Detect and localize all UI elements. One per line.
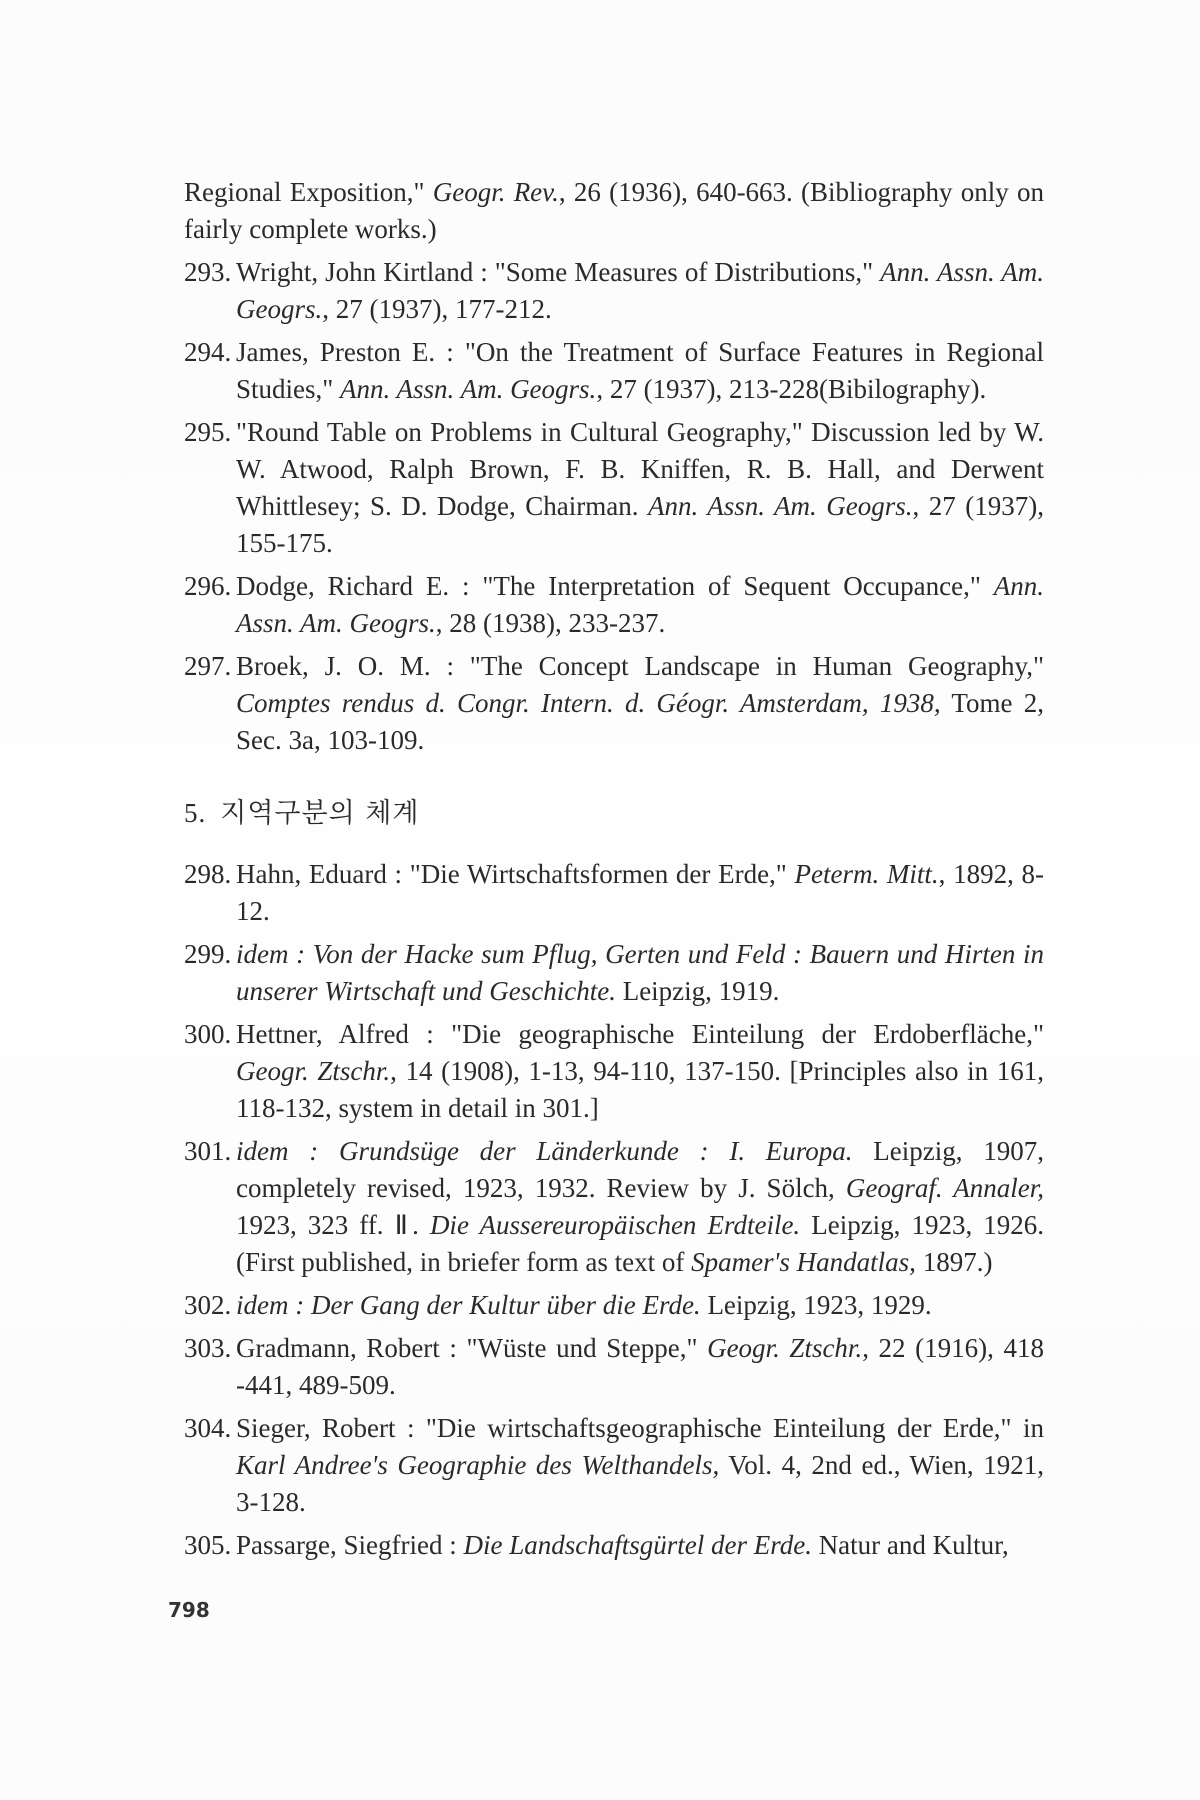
reference-number: 293. <box>184 257 232 287</box>
reference-number: 295. <box>184 417 232 447</box>
italic-title: Die Landschaftsgürtel der Erde. <box>463 1530 812 1560</box>
reference-text <box>236 648 1044 759</box>
reference-text <box>236 1133 1044 1281</box>
italic-title: Comptes rendus d. Congr. Intern. d. Géogr. Amsterdam, 1938, <box>236 688 941 718</box>
italic-title: Ann. Assn. Am. Geogrs. <box>647 491 913 521</box>
entry-text: , 27 (1937), 155-175. <box>236 491 1045 558</box>
reference-text <box>236 334 1044 408</box>
reference-number: 294. <box>184 337 232 367</box>
reference-text <box>236 1330 1044 1404</box>
reference-entry <box>184 648 1044 759</box>
entry-text: Leipzig, 1923, 1926. (First published, in briefer form as text of <box>236 1210 1044 1277</box>
reference-list <box>184 856 1044 1564</box>
italic-title: Geogr. Ztschr. <box>707 1333 863 1363</box>
page-number: 798 <box>168 1598 210 1622</box>
entry-text: , 1892, 8-12. <box>236 859 1044 926</box>
italic-title: Ann. Assn. Am. Geogrs. <box>340 374 597 404</box>
italic-title: idem : Der Gang der Kultur über die Erde. <box>236 1290 701 1320</box>
italic-title: idem : Grundsüge der Länderkunde : I. Europa. <box>236 1136 853 1166</box>
reference-number: 299. <box>184 939 232 969</box>
reference-number: 298. <box>184 859 232 889</box>
section-number: 5. <box>184 798 207 828</box>
entry-text: Gradmann, Robert : "Wüste und Steppe," <box>236 1333 708 1363</box>
reference-text <box>236 1016 1044 1127</box>
reference-text <box>236 1410 1044 1521</box>
entry-text: , 26 (1936), 640-663. (Bibliography only on fairly complete works.) <box>184 177 1044 244</box>
entry-text: Sieger, Robert : "Die wirtschaftsgeographische Einteilung der Erde," in <box>236 1413 1044 1443</box>
reference-number: 296. <box>184 571 232 601</box>
entry-text: Hettner, Alfred : "Die geographische Einteilung der Erdoberfläche," <box>236 1019 1044 1049</box>
italic-title: Ann. Assn. Am. Geogrs. <box>236 571 1044 638</box>
reference-number: 304. <box>184 1413 232 1443</box>
italic-title: Ann. Assn. Am. Geogrs. <box>236 257 1045 324</box>
entry-text: Regional Exposition," <box>184 177 433 207</box>
reference-number: 301. <box>184 1136 232 1166</box>
italic-title: Die Aussereuropäischen Erdteile. <box>429 1210 801 1240</box>
italic-title: Spamer's Handatlas, <box>691 1247 916 1277</box>
section-heading <box>184 795 1044 832</box>
reference-entry <box>184 1410 1044 1521</box>
reference-number: 300. <box>184 1019 232 1049</box>
entry-text: Dodge, Richard E. : "The Interpretation of Sequent Occupance," <box>236 571 994 601</box>
entry-text: Hahn, Eduard : "Die Wirtschaftsformen der Erde," <box>236 859 795 889</box>
entry-text: Wright, John Kirtland : "Some Measures of Distributions," <box>236 257 881 287</box>
reference-number: 303. <box>184 1333 232 1363</box>
italic-title: Karl Andree's Geographie des Welthandels, <box>236 1450 720 1480</box>
italic-title: idem : Von der Hacke sum Pflug, Gerten und Feld : Bauern und Hirten in unserer Wirtschaft und Geschichte. <box>236 939 1044 1006</box>
entry-text: Leipzig, 1923, 1929. <box>700 1290 932 1320</box>
entry-text: James, Preston E. : "On the Treatment of Surface Features in Regional Studies," <box>236 337 1044 404</box>
reference-entry <box>184 568 1044 642</box>
reference-number: 297. <box>184 651 232 681</box>
entry-text: , 28 (1938), 233-237. <box>435 608 666 638</box>
reference-text <box>236 1527 1044 1564</box>
entry-text: Leipzig, 1907, completely revised, 1923, 1932. Review by J. Sölch, <box>236 1136 1044 1203</box>
section-title: 지역구분의 체계 <box>220 798 420 829</box>
italic-title: Peterm. Mitt. <box>794 859 939 889</box>
reference-entry <box>184 1330 1044 1404</box>
reference-entry <box>184 936 1044 1010</box>
entry-text: Passarge, Siegfried : <box>236 1530 464 1560</box>
reference-text <box>236 936 1044 1010</box>
entry-text: Broek, J. O. M. : "The Concept Landscape in Human Geography," <box>236 651 1044 681</box>
entry-text: , 27 (1937), 213-228(Bibilography). <box>596 374 987 404</box>
reference-list <box>184 254 1044 759</box>
reference-entry <box>184 1527 1044 1564</box>
entry-text: , 14 (1908), 1-13, 94-110, 137-150. [Principles also in 161, 118-132, system in detail in 301.] <box>236 1056 1044 1123</box>
entry-text: Vol. 4, 2nd ed., Wien, 1921, 3-128. <box>236 1450 1044 1517</box>
bibliography-column <box>184 174 1044 1570</box>
reference-entry <box>184 1016 1044 1127</box>
entry-text: , 22 (1916), 418 -441, 489-509. <box>236 1333 1044 1400</box>
reference-text <box>236 1287 1044 1324</box>
reference-entry <box>184 334 1044 408</box>
reference-text <box>236 254 1044 328</box>
reference-entry <box>184 414 1044 562</box>
reference-number: 302. <box>184 1290 232 1320</box>
italic-title: Geograf. Annaler, <box>845 1173 1044 1203</box>
reference-entry <box>184 1133 1044 1281</box>
entry-text: , 27 (1937), 177-212. <box>322 294 552 324</box>
reference-entry <box>184 254 1044 328</box>
reference-entry <box>184 1287 1044 1324</box>
entry-text: "Round Table on Problems in Cultural Geography," Discussion led by W. W. Atwood, Ralph Brown, F. B. Kniffen, R. B. Hall, and Derwent Whittlesey; S. D. Dodge, Chairman. <box>236 417 1044 521</box>
italic-title: Geogr. Ztschr. <box>236 1056 391 1086</box>
reference-number: 305. <box>184 1530 232 1560</box>
entry-text: 1897.) <box>915 1247 993 1277</box>
journal-title: Geogr. Rev. <box>432 177 559 207</box>
entry-text: Natur and Kultur, <box>811 1530 1009 1560</box>
entry-text: 1923, 323 ff. Ⅱ. <box>236 1210 430 1240</box>
reference-text <box>236 856 1044 930</box>
entry-text: Leipzig, 1919. <box>615 976 780 1006</box>
entry-text: Tome 2, Sec. 3a, 103-109. <box>236 688 1044 755</box>
reference-text <box>236 568 1044 642</box>
continued-entry <box>184 174 1044 248</box>
reference-entry <box>184 856 1044 930</box>
reference-text <box>236 414 1044 562</box>
